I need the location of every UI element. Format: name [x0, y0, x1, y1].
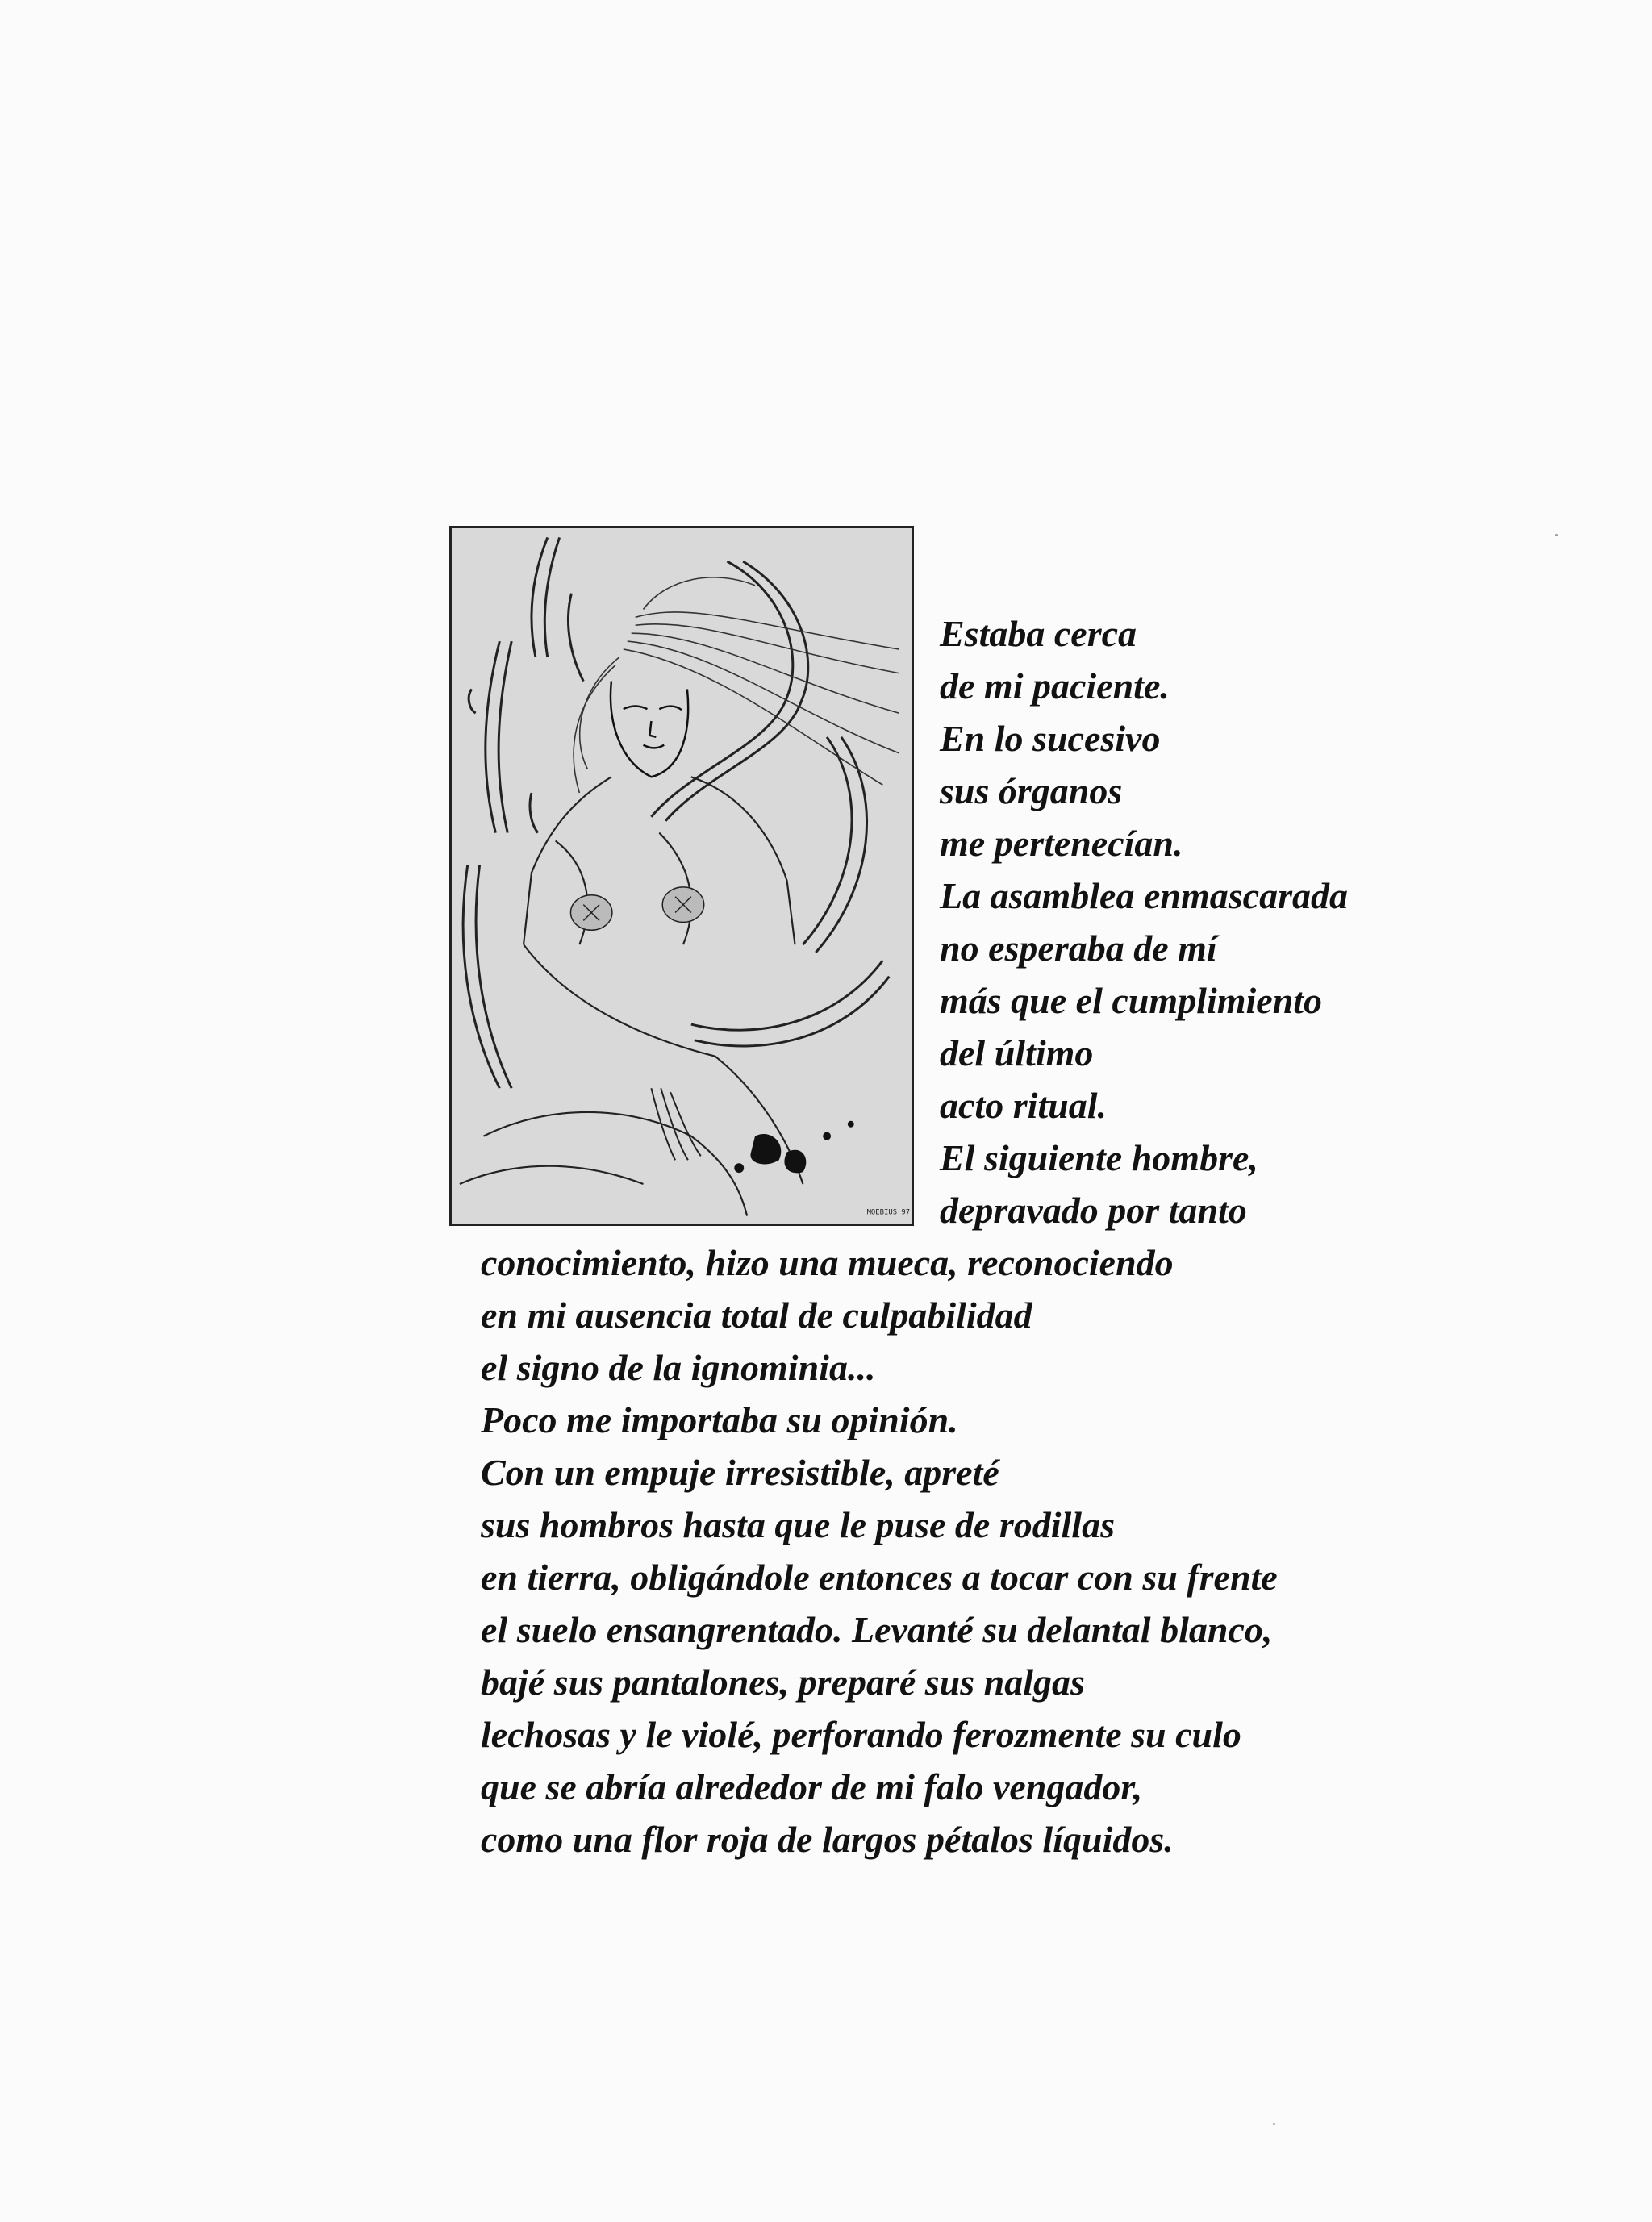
poem-line: más que el cumplimiento: [940, 980, 1323, 1021]
poem-line: Estaba cerca: [940, 613, 1137, 654]
poem-line: bajé sus pantalones, preparé sus nalgas: [481, 1661, 1085, 1703]
poem-line: me pertenecían.: [940, 823, 1183, 864]
poem-line: depravado por tanto: [940, 1190, 1247, 1231]
poem-line: sus órganos: [940, 770, 1123, 811]
poem-line: de mi paciente.: [940, 665, 1170, 707]
ink-drawing: [452, 528, 912, 1224]
illustration-panel: [449, 526, 914, 1226]
poem-line: El siguiente hombre,: [940, 1137, 1258, 1178]
poem-line: en tierra, obligándole entonces a tocar con su frente: [481, 1557, 1278, 1598]
illustration-signature: MOEBIUS 97: [866, 1208, 911, 1217]
poem-line: La asamblea enmascarada: [940, 875, 1348, 916]
poem-line: como una flor roja de largos pétalos líquidos.: [481, 1819, 1174, 1860]
poem-line: el suelo ensangrentado. Levanté su delantal blanco,: [481, 1609, 1273, 1650]
poem-line: el signo de la ignominia...: [481, 1347, 876, 1388]
poem-line: en mi ausencia total de culpabilidad: [481, 1294, 1032, 1336]
poem-line: acto ritual.: [940, 1085, 1108, 1126]
poem-line: conocimiento, hizo una mueca, reconociendo: [481, 1242, 1174, 1283]
scan-speck: [1555, 534, 1558, 536]
scan-speck: [1273, 2123, 1275, 2125]
poem-line: En lo sucesivo: [940, 718, 1161, 759]
poem-line: lechosas y le violé, perforando ferozmente su culo: [481, 1714, 1241, 1755]
poem-line: que se abría alrededor de mi falo vengador,: [481, 1766, 1143, 1807]
poem-line: sus hombros hasta que le puse de rodillas: [481, 1504, 1115, 1545]
poem-line: Poco me importaba su opinión.: [481, 1399, 958, 1440]
poem-line: Con un empuje irresistible, apreté: [481, 1452, 999, 1493]
poem-line: del último: [940, 1032, 1094, 1073]
poem-line: no esperaba de mí: [940, 928, 1217, 969]
